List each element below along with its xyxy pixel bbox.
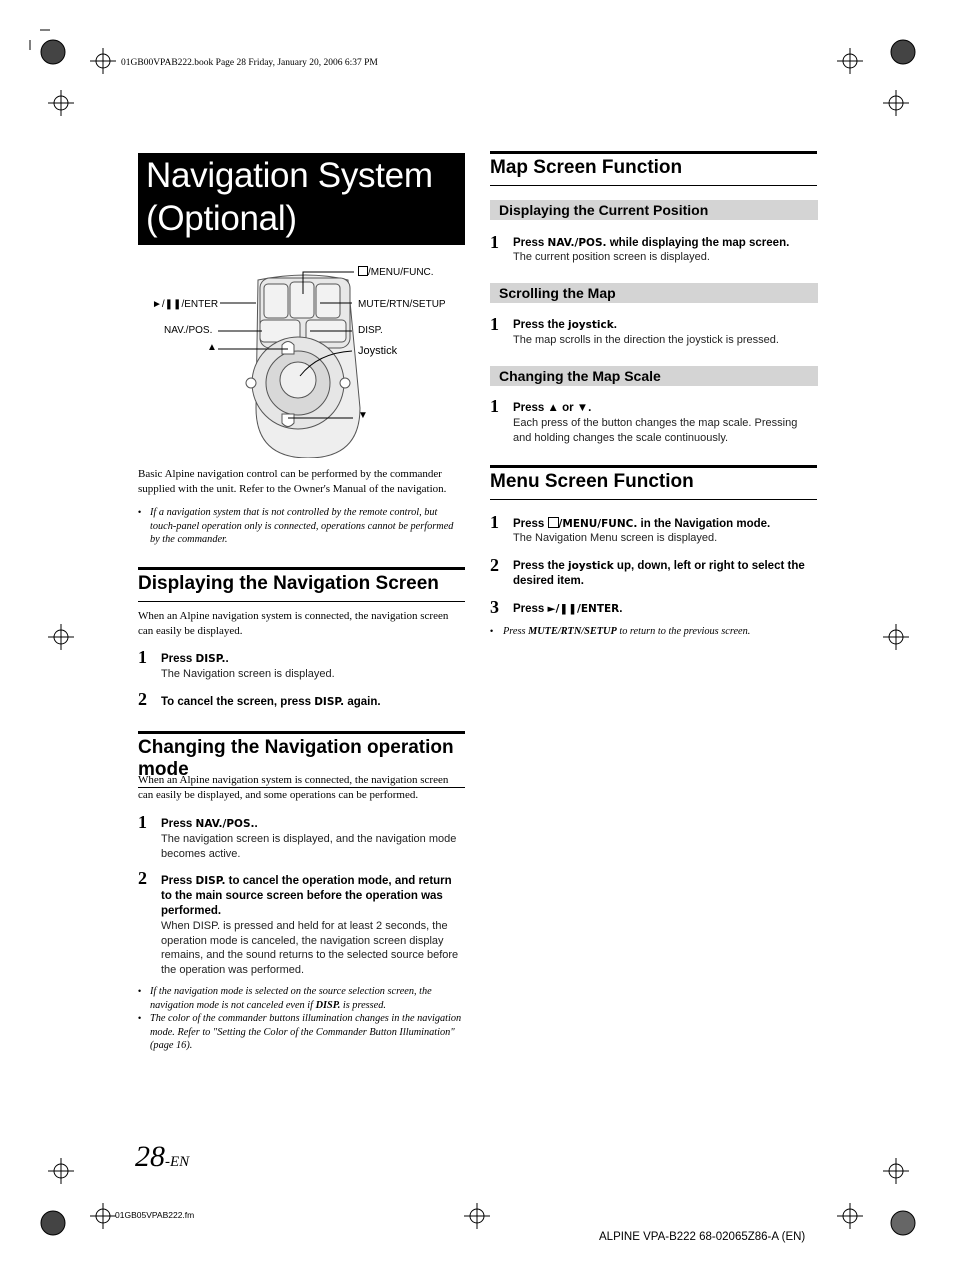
subheading-scrolling: Scrolling the Map [490, 283, 818, 303]
step-text: in the Navigation mode. [637, 518, 771, 530]
joystick-key: joystick [567, 560, 614, 572]
sec1-step1 [161, 652, 461, 667]
note-text: Press [503, 626, 529, 637]
down-arrow-icon: ▼ [358, 410, 368, 421]
step-number: 2 [138, 689, 147, 709]
map-step1 [513, 236, 818, 251]
desc-text: is pressed. [722, 334, 779, 346]
sec2-body: When an Alpine navigation system is connected, the navigation screen can easily be displayed, and some operations can be performed. [138, 774, 449, 801]
disp-label: DISP. [358, 325, 383, 336]
step-text: To cancel the screen, press [161, 696, 315, 708]
step-number: 1 [490, 314, 499, 334]
map-step1-desc: The current position screen is displayed. [513, 251, 710, 263]
sec1-step1-desc: The Navigation screen is displayed. [161, 668, 335, 680]
menu-func-key: /MENU/FUNC. [558, 518, 638, 530]
menu-func-text: /MENU/FUNC. [368, 267, 434, 278]
step-text: Press [513, 518, 548, 530]
step-text: up, down, left or right to select the desired item. [513, 560, 805, 587]
intro-note: If a navigation system that is not controlled by the remote control, but touch-panel operation only is connected, operations cannot be performed by the commander. [150, 507, 454, 546]
step-text: . [619, 603, 623, 615]
sec1-step2 [161, 695, 461, 710]
enter-key: ►/❚❚/ENTER [547, 603, 620, 615]
menu-step3 [513, 602, 818, 617]
section-heading-menu: Menu Screen Function [490, 465, 817, 500]
menu-step2 [513, 559, 818, 589]
chapter-title-line1: Navigation System [146, 156, 433, 195]
menu-step1 [513, 517, 818, 532]
joystick-label: Joystick [358, 345, 398, 357]
map-step3-desc: Each press of the button changes the map scale. Pressing and holding changes the scale continuously. [513, 417, 798, 444]
bullet: • [138, 986, 142, 996]
mute-label: MUTE/RTN/SETUP [358, 299, 446, 310]
step-number: 1 [490, 232, 499, 252]
menu-func-label [358, 266, 434, 278]
play-pause-icon: ►/❚❚ [152, 299, 182, 310]
step-text: while displaying the map screen. [606, 237, 790, 249]
map-step2-desc [513, 333, 818, 348]
step-number: 1 [490, 512, 499, 532]
disp-key: DISP. [195, 875, 226, 887]
bullet: • [490, 626, 494, 636]
bullet: • [138, 507, 142, 517]
nav-pos-label: NAV./POS. [164, 325, 213, 336]
disp-key: DISP. [195, 653, 226, 665]
subheading-map-scale: Changing the Map Scale [490, 366, 818, 386]
intro-text: Basic Alpine navigation control can be performed by the commander supplied with the unit. Refer to the Owner's Manual of the navigation. [138, 468, 447, 495]
joystick-key: joystick [567, 319, 614, 331]
menu-note [503, 625, 818, 639]
step-text: Press the [513, 319, 568, 331]
chapter-title-line2: (Optional) [146, 199, 297, 238]
commander-diagram [138, 258, 468, 458]
step-text: Press [161, 818, 196, 830]
mute-key: MUTE/RTN/SETUP [528, 626, 617, 637]
up-arrow-icon: ▲ [207, 342, 217, 353]
page-number-digits: 28 [135, 1140, 165, 1173]
step-text: Press the [513, 560, 568, 572]
section-heading-map: Map Screen Function [490, 151, 817, 186]
step-number: 1 [138, 647, 147, 667]
desc-text: The map scrolls in the direction the [513, 334, 687, 346]
bullet: • [138, 1013, 142, 1023]
page-number-suffix: -EN [165, 1154, 190, 1170]
step-text: Press [161, 875, 196, 887]
sec2-step2-desc: When DISP. is pressed and held for at least 2 seconds, the operation mode is canceled, the navigation screen display remains, and the sound returns to the selected source before the operation was performed. [161, 920, 459, 976]
sec2-note2: The color of the commander buttons illumination changes in the navigation mode. Refer to "Setting the Color of the Commander Button Illumination" (page 16). [150, 1013, 462, 1052]
sec2-step1 [161, 817, 461, 832]
footer-model: ALPINE VPA-B222 68-02065Z86-A (EN) [599, 1231, 806, 1243]
disp-key: DISP. [315, 999, 341, 1011]
menu-icon [548, 517, 559, 528]
sec1-body: When an Alpine navigation system is connected, the navigation screen can easily be displayed. [138, 610, 449, 637]
subheading-current-position: Displaying the Current Position [490, 200, 818, 220]
commander-illustration [138, 258, 468, 458]
footer-fm-file: 01GB05VPAB222.fm [115, 1210, 195, 1220]
step-text: Press [513, 237, 548, 249]
section-heading-changing: Changing the Navigation operation mode [138, 731, 465, 788]
step-number: 1 [138, 812, 147, 832]
step-text: . [225, 653, 229, 665]
menu-step1-desc: The Navigation Menu screen is displayed. [513, 532, 718, 544]
step-text: Press [513, 603, 548, 615]
step-text: . [613, 319, 617, 331]
step-text: again. [344, 696, 381, 708]
section-heading-displaying: Displaying the Navigation Screen [138, 567, 465, 602]
nav-pos-key: NAV./POS. [547, 237, 607, 249]
step-number: 2 [138, 868, 147, 888]
sec2-step1-desc: The navigation screen is displayed, and the navigation mode becomes active. [161, 833, 457, 860]
header-file-line: 01GB00VPAB222.book Page 28 Friday, January 20, 2006 6:37 PM [121, 58, 378, 68]
step-number: 3 [490, 597, 499, 617]
menu-icon [358, 266, 368, 276]
step-text: . [254, 818, 258, 830]
step-text: Press [161, 653, 196, 665]
note-text: to return to the previous screen. [616, 626, 751, 637]
enter-text: /ENTER [181, 299, 219, 310]
sec2-note1 [150, 985, 465, 1012]
chapter-title [138, 153, 465, 245]
step-text: to cancel the operation mode, and return to the main source screen before the operation was performed. [161, 875, 452, 917]
enter-label [152, 299, 218, 310]
sec2-step2 [161, 874, 461, 919]
page-number [135, 1140, 189, 1174]
joystick-text: joystick [686, 334, 723, 346]
step-number: 2 [490, 555, 499, 575]
map-step3: Press ▲ or ▼. [513, 402, 592, 414]
step-number: 1 [490, 396, 499, 416]
map-step2 [513, 318, 818, 333]
disp-key: DISP. [314, 696, 345, 708]
note-text: If the navigation mode is selected on the source selection screen, the navigation mode is not canceled even if [150, 986, 432, 1011]
nav-pos-key: NAV./POS. [195, 818, 255, 830]
note-text: is pressed. [340, 999, 386, 1011]
